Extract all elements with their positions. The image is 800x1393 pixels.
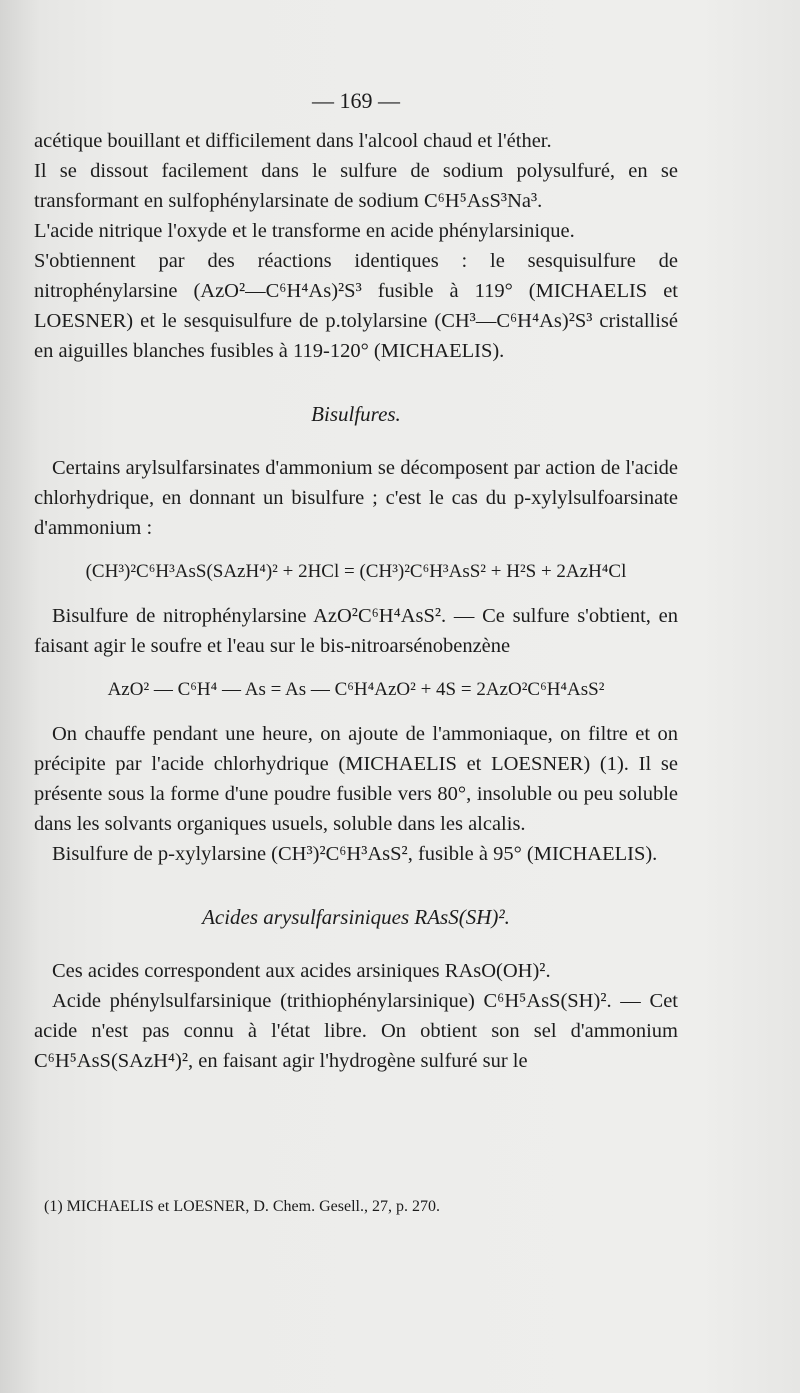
paragraph: Acide phénylsulfarsinique (trithiophénylarsinique) C⁶H⁵AsS(SH)². — Cet acide n'est pas connu à l'état libre. On obtient son sel d'ammonium C⁶H⁵AsS(SAzH⁴)², en faisant agir l'hydrogène sulfuré sur le — [34, 990, 678, 1072]
paragraph: On chauffe pendant une heure, on ajoute de l'ammoniaque, on filtre et on précipite par l'acide chlorhydrique (MICHAELIS et LOESNER) (1). Il se présente sous la forme d'une poudre fusible vers 80°, insoluble ou peu soluble dans les solvants organiques usuels, soluble dans les alcalis. — [34, 723, 678, 835]
equation: (CH³)²C⁶H³AsS(SAzH⁴)² + 2HCl = (CH³)²C⁶H³AsS² + H²S + 2AzH⁴Cl — [85, 561, 627, 582]
paragraph: Bisulfure de p-xylylarsine (CH³)²C⁶H³AsS², fusible à 95° (MICHAELIS). — [52, 843, 658, 865]
paragraph: Ces acides correspondent aux acides arsiniques RAsO(OH)². — [52, 960, 551, 982]
page-content — [34, 88, 678, 1076]
equation: AzO² — C⁶H⁴ — As = As — C⁶H⁴AzO² + 4S = 2AzO²C⁶H⁴AsS² — [107, 679, 605, 700]
paragraph: Certains arylsulfarsinates d'ammonium se décomposent par action de l'acide chlorhydrique, en donnant un bisulfure ; c'est le cas du p-xylylsulfoarsinate d'ammonium : — [34, 457, 678, 539]
section-title-bisulfures: Bisulfures. — [311, 402, 401, 426]
page-number: — 169 — — [312, 88, 400, 113]
paragraph: acétique bouillant et difficilement dans l'alcool chaud et l'éther. — [34, 130, 552, 152]
paragraph: Il se dissout facilement dans le sulfure de sodium polysulfuré, en se transformant en sulfophénylarsinate de sodium C⁶H⁵AsS³Na³. — [34, 160, 678, 212]
footnote: (1) MICHAELIS et LOESNER, D. Chem. Gesell., 27, p. 270. — [44, 1198, 440, 1215]
section-title-acides: Acides arysulfarsiniques RAsS(SH)². — [202, 905, 510, 929]
paragraph: S'obtiennent par des réactions identiques : le sesquisulfure de nitrophénylarsine (AzO²—C⁶H⁴As)²S³ fusible à 119° (MICHAELIS et LOESNER) et le sesquisulfure de p.tolylarsine (CH³—C⁶H⁴As)²S³ cristallisé en aiguilles blanches fusibles à 119-120° (MICHAELIS). — [34, 250, 678, 362]
paragraph: Bisulfure de nitrophénylarsine AzO²C⁶H⁴AsS². — Ce sulfure s'obtient, en faisant agir le soufre et l'eau sur le bis-nitroarsénobenzène — [34, 605, 678, 657]
paragraph: L'acide nitrique l'oxyde et le transforme en acide phénylarsinique. — [34, 220, 575, 242]
